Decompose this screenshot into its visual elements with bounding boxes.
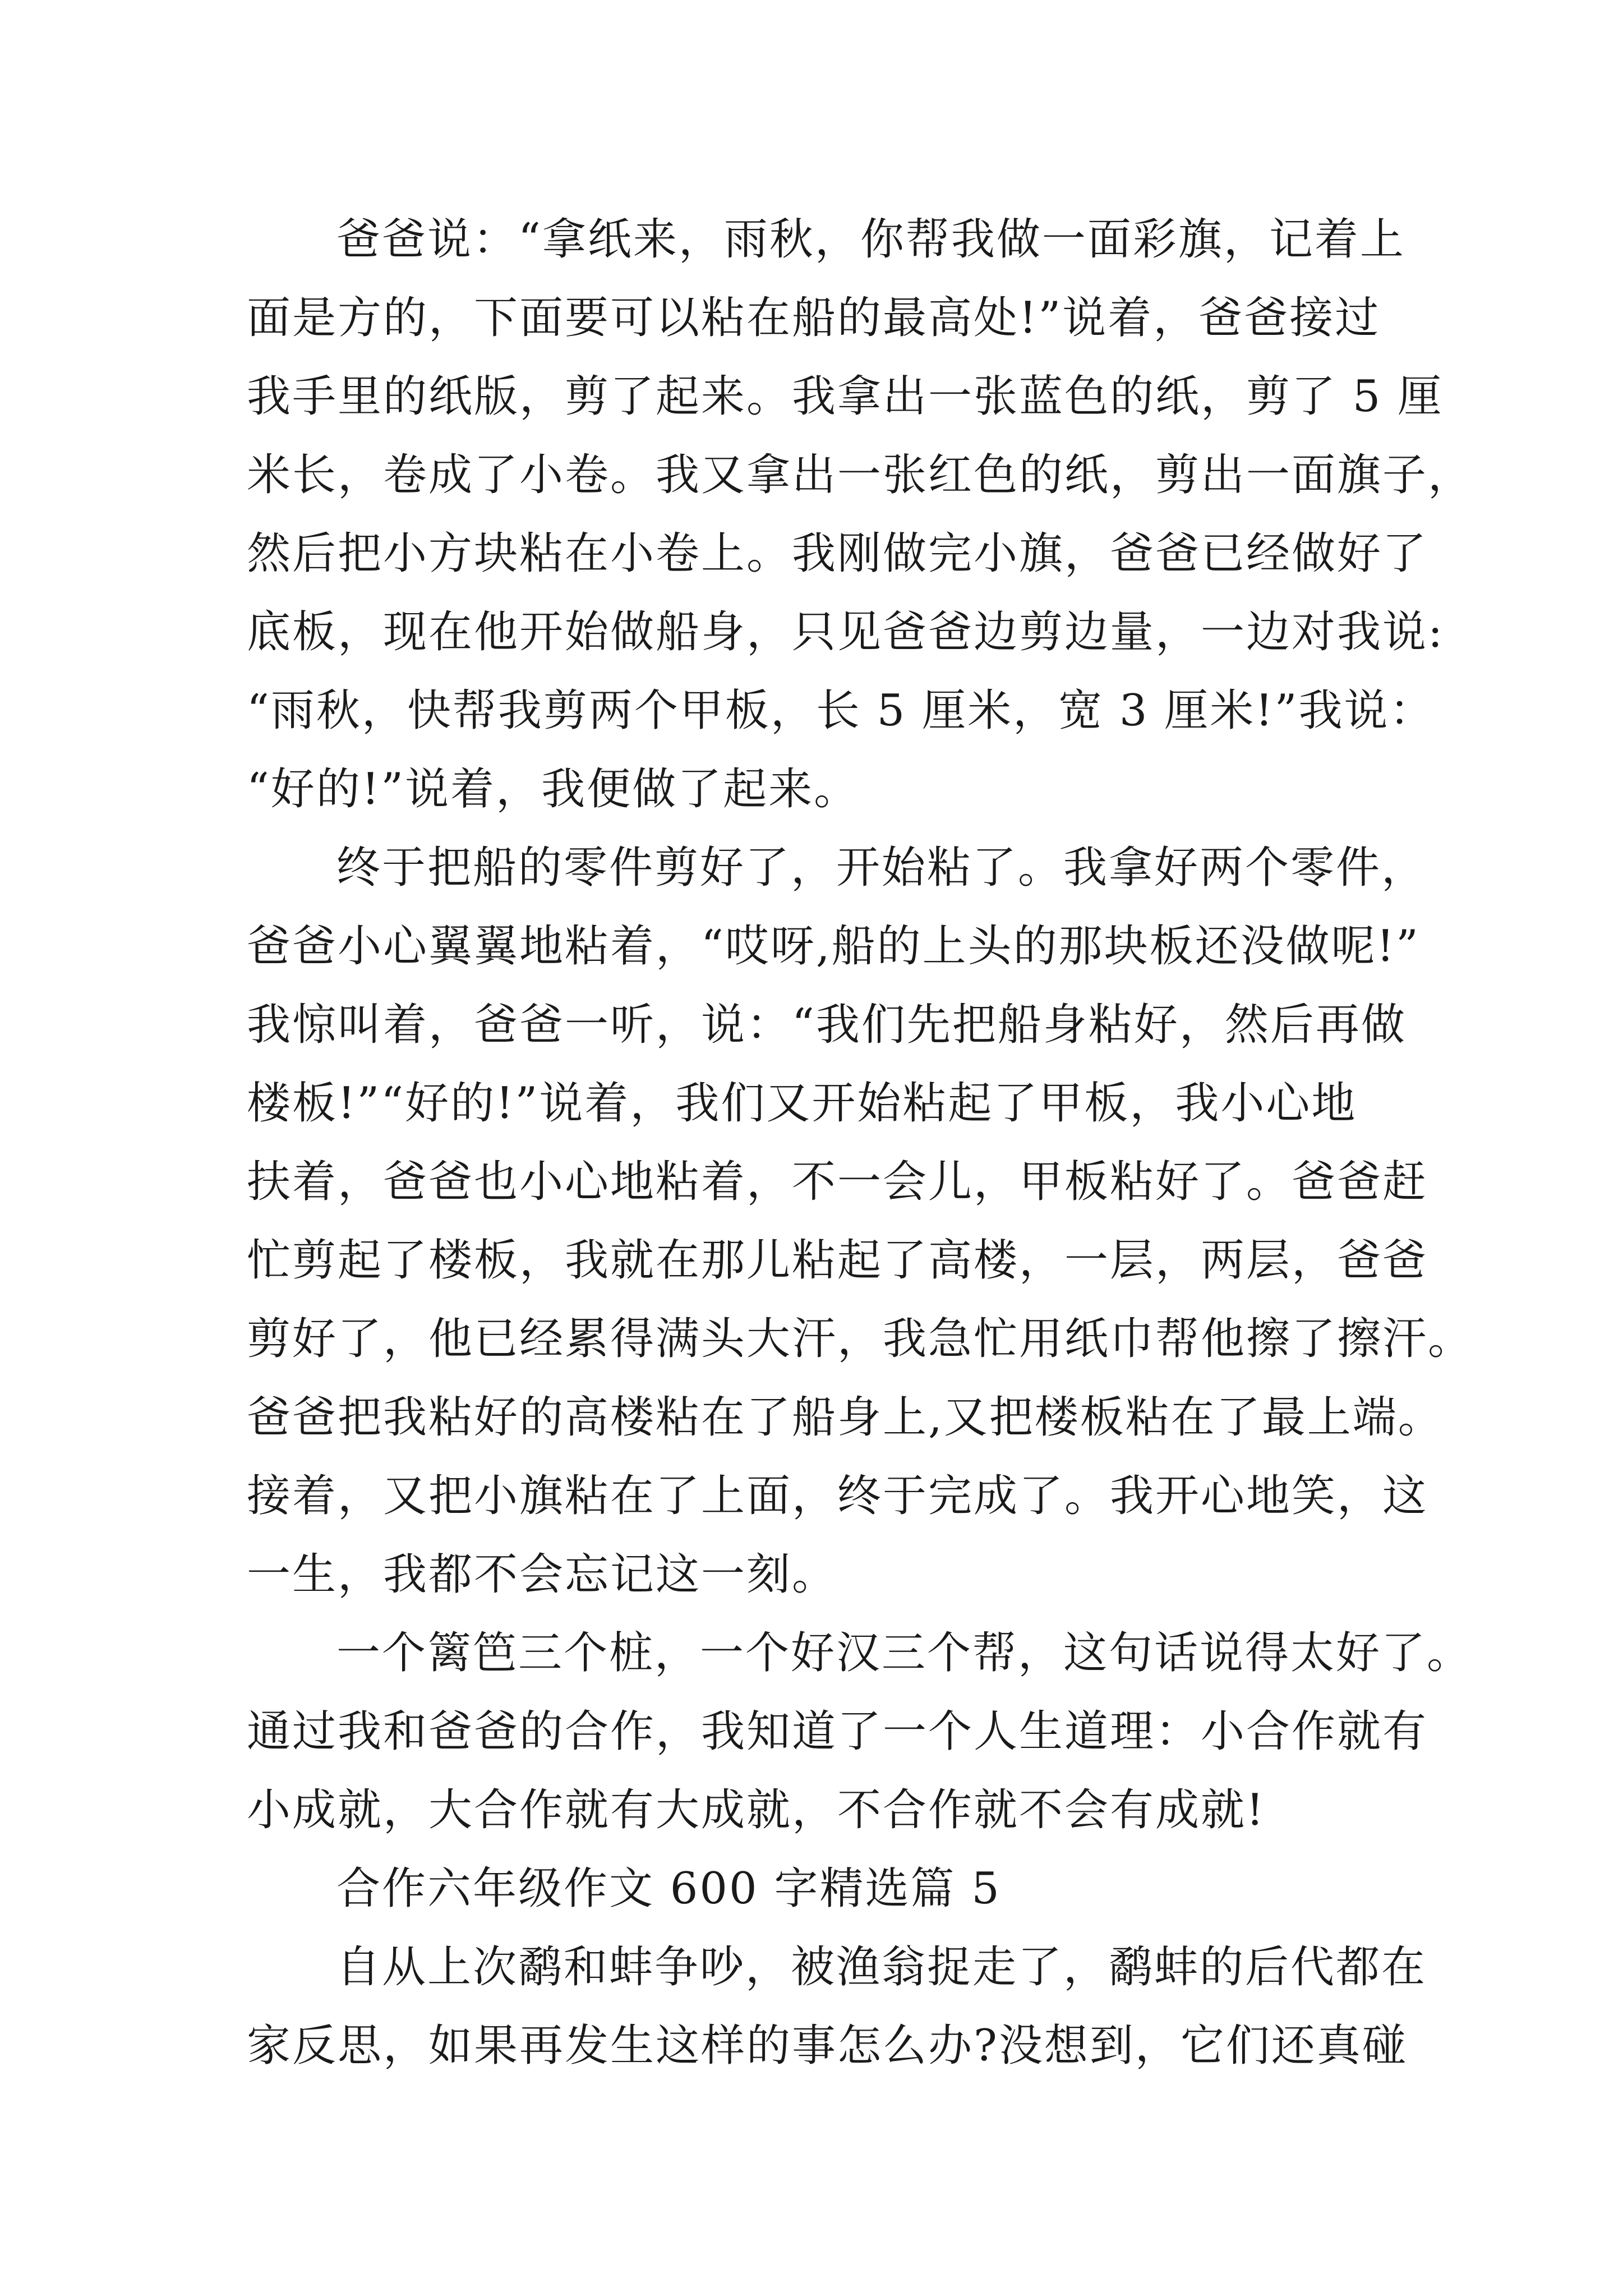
text-line: 忙剪起了楼板，我就在那儿粘起了高楼，一层，两层，爸爸 <box>247 1235 1428 1286</box>
text-line: 通过我和爸爸的合作，我知道了一个人生道理：小合作就有 <box>247 1706 1428 1757</box>
text-line: “雨秋，快帮我剪两个甲板，长 5 厘米，宽 3 厘米!”我说： <box>247 685 1435 736</box>
text-line: 一个篱笆三个桩，一个好汉三个帮，这句话说得太好了。 <box>336 1628 1473 1678</box>
text-line: “好的!”说着，我便做了起来。 <box>247 764 860 815</box>
text-line: 楼板!”“好的!”说着，我们又开始粘起了甲板，我小心地 <box>247 1078 1357 1129</box>
text-line: 我惊叫着，爸爸一听，说：“我们先把船身粘好，然后再做 <box>247 1000 1407 1050</box>
text-line: 终于把船的零件剪好了，开始粘了。我拿好两个零件， <box>336 843 1427 893</box>
text-line: 接着，又把小旗粘在了上面，终于完成了。我开心地笑，这 <box>247 1471 1428 1521</box>
text-line: 家反思，如果再发生这样的事怎么办?没想到，它们还真碰 <box>247 2021 1408 2071</box>
text-line: 小成就，大合作就有大成就，不合作就不会有成就! <box>247 1785 1266 1835</box>
text-line: 剪好了，他已经累得满头大汗，我急忙用纸巾帮他擦了擦汗。 <box>247 1314 1474 1364</box>
text-line: 米长，卷成了小卷。我又拿出一张红色的纸，剪出一面旗子， <box>247 450 1474 500</box>
text-line: 扶着，爸爸也小心地粘着，不一会儿，甲板粘好了。爸爸赶 <box>247 1157 1428 1207</box>
text-line: 自从上次鹬和蚌争吵，被渔翁捉走了，鹬蚌的后代都在 <box>336 1942 1427 1993</box>
text-line: 爸爸小心翼翼地粘着，“哎呀,船的上头的那块板还没做呢!” <box>247 921 1420 972</box>
text-line: 我手里的纸版，剪了起来。我拿出一张蓝色的纸，剪了 5 厘 <box>247 371 1444 422</box>
section-heading: 合作六年级作文 600 字精选篇 5 <box>336 1864 1001 1914</box>
text-line: 底板，现在他开始做船身，只见爸爸边剪边量，一边对我说: <box>247 607 1445 657</box>
text-line: 爸爸把我粘好的高楼粘在了船身上,又把楼板粘在了最上端。 <box>247 1392 1444 1443</box>
text-line: 然后把小方块粘在小卷上。我刚做完小旗，爸爸已经做好了 <box>247 528 1428 579</box>
text-line: 爸爸说：“拿纸来，雨秋，你帮我做一面彩旗，记着上 <box>336 214 1405 265</box>
text-line: 一生，我都不会忘记这一刻。 <box>247 1549 838 1600</box>
text-line: 面是方的，下面要可以粘在船的最高处!”说着，爸爸接过 <box>247 293 1381 343</box>
